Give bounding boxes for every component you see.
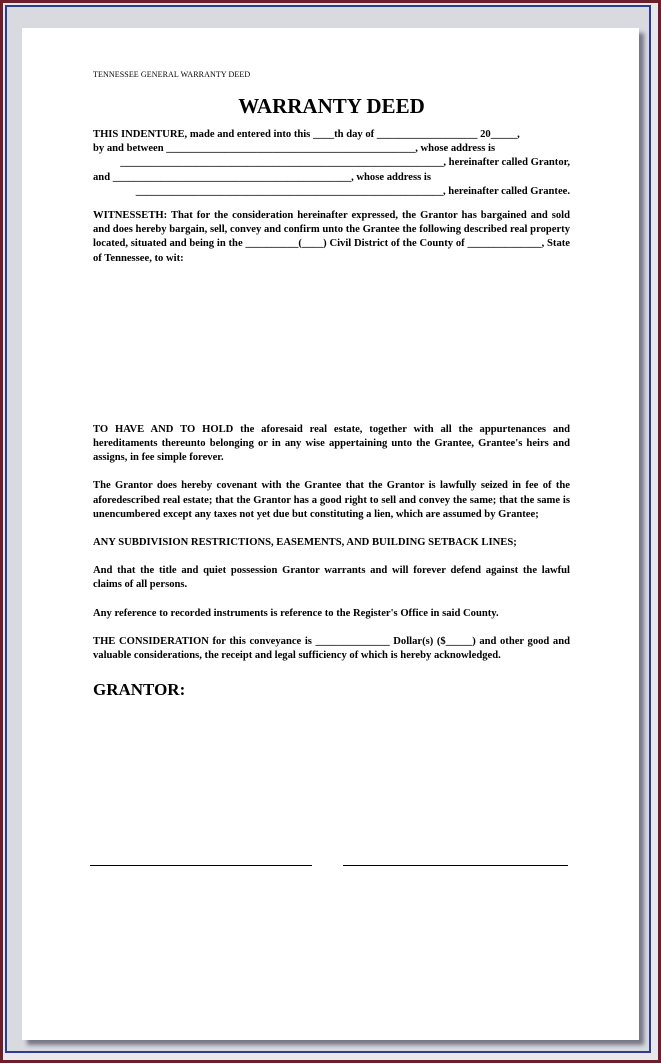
signature-line-right[interactable] xyxy=(343,865,568,866)
grantor-heading: GRANTOR: xyxy=(93,680,186,700)
indenture-line-2: by and between _______________________________________________, whose address is xyxy=(93,143,496,155)
habendum-paragraph: TO HAVE AND TO HOLD the aforesaid real estate, together with all the appurtenances and hereditaments thereunto belonging or in any wise appertaining unto the Grantee, Grantee's heirs and assigns, in fee simple forever. xyxy=(93,423,570,464)
quiet-possession-paragraph: And that the title and quiet possession Grantor warrants and will forever defend against the lawful claims of all persons. xyxy=(93,565,570,591)
deed-body xyxy=(93,70,570,700)
indenture-line-1: THIS INDENTURE, made and entered into this ____th day of ___________________ 20_____, xyxy=(93,129,520,140)
property-description-space xyxy=(93,266,570,423)
restrictions-paragraph: ANY SUBDIVISION RESTRICTIONS, EASEMENTS, AND BUILDING SETBACK LINES; xyxy=(93,537,517,549)
indenture-line-3: _____________________________________________________________, hereinafter called Grantor, xyxy=(120,157,570,169)
header-label: TENNESSEE GENERAL WARRANTY DEED xyxy=(93,70,251,79)
document-title: WARRANTY DEED xyxy=(238,94,425,118)
indenture-paragraph xyxy=(93,128,570,199)
covenant-paragraph: The Grantor does hereby covenant with the Grantee that the Grantor is lawfully seized in fee of the aforedescribed real estate; that the Grantor has a good right to sell and convey the same; that the same is unencumbered except any taxes not yet due but constituting a lien, which are assumed by Grantee; xyxy=(93,480,570,520)
witnesseth-paragraph: WITNESSETH: That for the consideration hereinafter expressed, the Grantor has bargained and sold and does hereby bargain, sell, convey and confirm unto the Grantee the following described real property located, situated and being in the __________(____) Civil District of the County of ______________, State of Tennessee, to wit: xyxy=(93,210,570,264)
reference-paragraph: Any reference to recorded instruments is reference to the Register's Office in said County. xyxy=(93,607,499,619)
document-page xyxy=(22,28,639,1040)
consideration-paragraph: THE CONSIDERATION for this conveyance is ______________ Dollar(s) ($_____) and other good and valuable considerations, the receipt and legal sufficiency of which is hereby acknowledged. xyxy=(93,635,570,662)
indenture-line-5: __________________________________________________________, hereinafter called Grantee. xyxy=(135,185,570,197)
indenture-line-4: and _____________________________________________, whose address is xyxy=(93,171,431,183)
signature-line-left[interactable] xyxy=(90,865,312,866)
